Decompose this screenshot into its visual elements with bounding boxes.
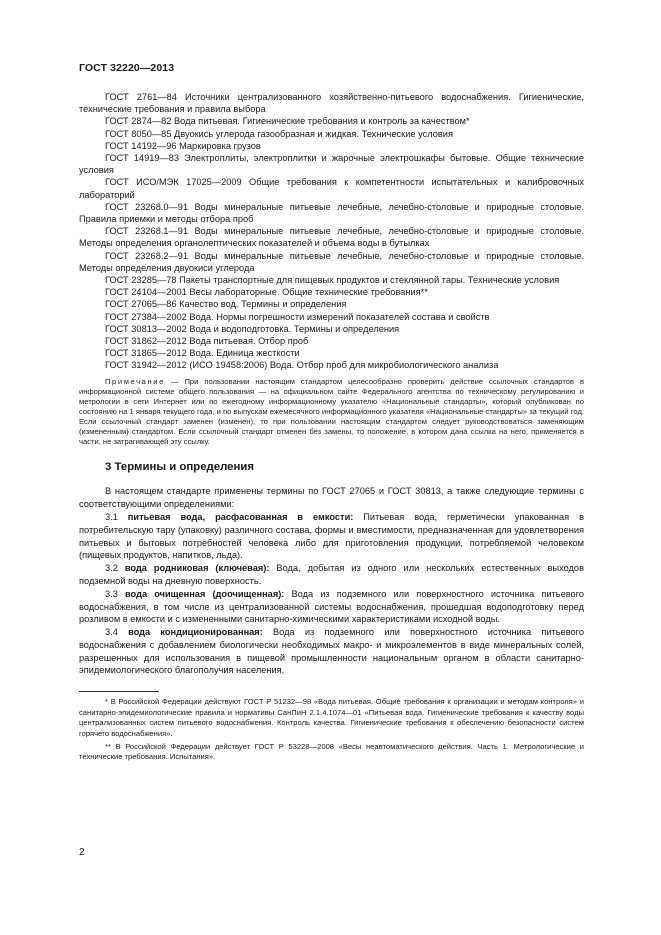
reference-item: ГОСТ 24104—2001 Весы лабораторные. Общие технические требования**: [105, 287, 428, 298]
reference-item: ГОСТ 23268.1—91 Воды минеральные питьевые лечебные, лечебно-столовые и природные столовые. Методы определения органолептических показателей и объема воды в бутылках: [79, 226, 584, 249]
note-text: — При пользовании настоящим стандартом целесообразно проверить действие ссылочных стандартов в информационной системе общего пользования — на официальном сайте Федерального агентства по техническому регулированию и метрологии в сети Интернет или по ежегодному информационному указателю «Национальные стандарты», который опубликован по состоянию на 1 января текущего года, и по выпускам ежемесячного информационного указателя «Национальные стандарты» за текущий год. Если ссылочный стандарт заменен (изменен), то при пользовании настоящим стандартом следует руководствоваться заменяющим (измененным) стандартом. Если ссылочный стандарт отменен без замены, то положение, в котором дана ссылка на него, применяется в части, не затрагивающей эту ссылку.: [79, 376, 584, 447]
term-text: Питьевая вода, герметически упакованная в потребительскую тару (упаковку) различного состава, формы и вместимости, предназначенная для удовлетворения питьевых и бытовых потребностей человека либо для приготовления продукции, потребляемой человеком (пищевых продуктов, напитков, льда).: [79, 511, 585, 561]
footnote: * В Российской Федерации действуют ГОСТ Р 51232—98 «Вода питьевая. Общие требования к организации и методам контроля» и санитарно-эпидемиологические правила и нормативы СанПиН 2.1.4.1074—01 «Питьевая вода. Гигиенические требования к качеству воды централизованных систем питьевого водоснабжения. Контроль качества. Гигиенические требования к обеспечению безопасности систем горячего водоснабжения».: [79, 697, 584, 738]
reference-item: ГОСТ 31862—2012 Вода питьевая. Отбор проб: [105, 336, 309, 347]
term-definition: [79, 588, 584, 626]
reference-item: ГОСТ 27384—2002 Вода. Нормы погрешности измерений показателей состава и свойств: [105, 311, 490, 322]
reference-item: ГОСТ ИСО/МЭК 17025—2009 Общие требования к компетентности испытательных и калибровочных лабораторий: [79, 177, 584, 200]
reference-item: ГОСТ 2874—82 Вода питьевая. Гигиенические требования и контроль за качеством*: [105, 116, 470, 127]
standard-header: ГОСТ 32220—2013: [79, 62, 175, 74]
page-number: 2: [79, 847, 85, 858]
footnote: ** В Российской Федерации действует ГОСТ Р 53228—2008 «Весы неавтоматического действия. Часть 1. Метрологические и технические требования. Испытания».: [79, 741, 584, 762]
term-definition: [79, 626, 584, 677]
term-number: 3.1: [105, 511, 128, 522]
term-number: 3.3: [105, 588, 125, 599]
reference-item: ГОСТ 30813—2002 Вода и водоподготовка. Термины и определения: [105, 323, 400, 334]
section-title: 3 Термины и определения: [105, 461, 255, 474]
reference-item: ГОСТ 31942—2012 (ИСО 19458:2006) Вода. Отбор проб для микробиологического анализа: [105, 360, 499, 371]
reference-item: ГОСТ 23268.2—91 Воды минеральные питьевые лечебные, лечебно-столовые и природные столовые. Методы определения двуокиси углерода: [79, 250, 584, 273]
term-name: вода кондиционированная:: [128, 627, 263, 638]
term-number: 3.4: [105, 627, 129, 638]
term-number: 3.2: [105, 563, 125, 574]
reference-item: ГОСТ 2761—84 Источники централизованного хозяйственно-питьевого водоснабжения. Гигиенические, технические требования и правила выбора: [79, 92, 584, 115]
reference-item: ГОСТ 31865—2012 Вода. Единица жесткости: [105, 348, 300, 359]
term-text: Вода, добытая из одного или нескольких естественных выходов подземной воды на дневную поверхность.: [79, 563, 584, 586]
reference-item: ГОСТ 23268.0—91 Воды минеральные питьевые лечебные, лечебно-столовые и природные столовые. Правила приемки и методы отбора проб: [79, 201, 584, 225]
term-text: Вода из подземного или поверхностного источника питьевого водоснабжения, в том числе из централизованной системы водоснабжения, прошедшая водоподготовку перед розливом в емкости и с измененными санитарно-химическими характеристиками исходной воды.: [79, 588, 584, 625]
references-list: [79, 91, 584, 372]
term-definition: [79, 511, 584, 562]
term-text: Вода из подземного или поверхностного источника питьевого водоснабжения с добавлением биологически необходимых макро- и микроэлементов в виде минеральных солей, разрешенных для использования в пищевой промышленности национальным органом в области санитарно-эпидемиологического благополучия населения.: [79, 627, 584, 676]
term-name: вода родниковая (ключевая):: [124, 563, 270, 574]
note-label: Примечание: [105, 376, 165, 386]
note-paragraph: [79, 377, 584, 448]
reference-item: ГОСТ 23285—78 Пакеты транспортные для пищевых продуктов и стеклянной тары. Технические условия: [105, 275, 560, 286]
term-definition: [79, 562, 584, 588]
reference-item: ГОСТ 27065—86 Качество вод. Термины и определения: [105, 299, 347, 310]
footnote-divider: [79, 691, 159, 692]
reference-item: ГОСТ 14192—96 Маркировка грузов: [105, 140, 261, 151]
reference-item: ГОСТ 14919—83 Электроплиты, электроплитки и жарочные электрошкафы бытовые. Общие технические условия: [79, 153, 584, 176]
reference-item: ГОСТ 8050—85 Двуокись углерода газообразная и жидкая. Технические условия: [105, 128, 453, 139]
term-name: питьевая вода, расфасованная в емкости:: [127, 511, 354, 522]
page-content: [79, 91, 584, 766]
section-intro: В настоящем стандарте применены термины по ГОСТ 27065 и ГОСТ 30813, а также следующие термины с соответствующими определениями:: [79, 486, 584, 510]
term-name: вода очищенная (доочищенная):: [124, 588, 285, 599]
